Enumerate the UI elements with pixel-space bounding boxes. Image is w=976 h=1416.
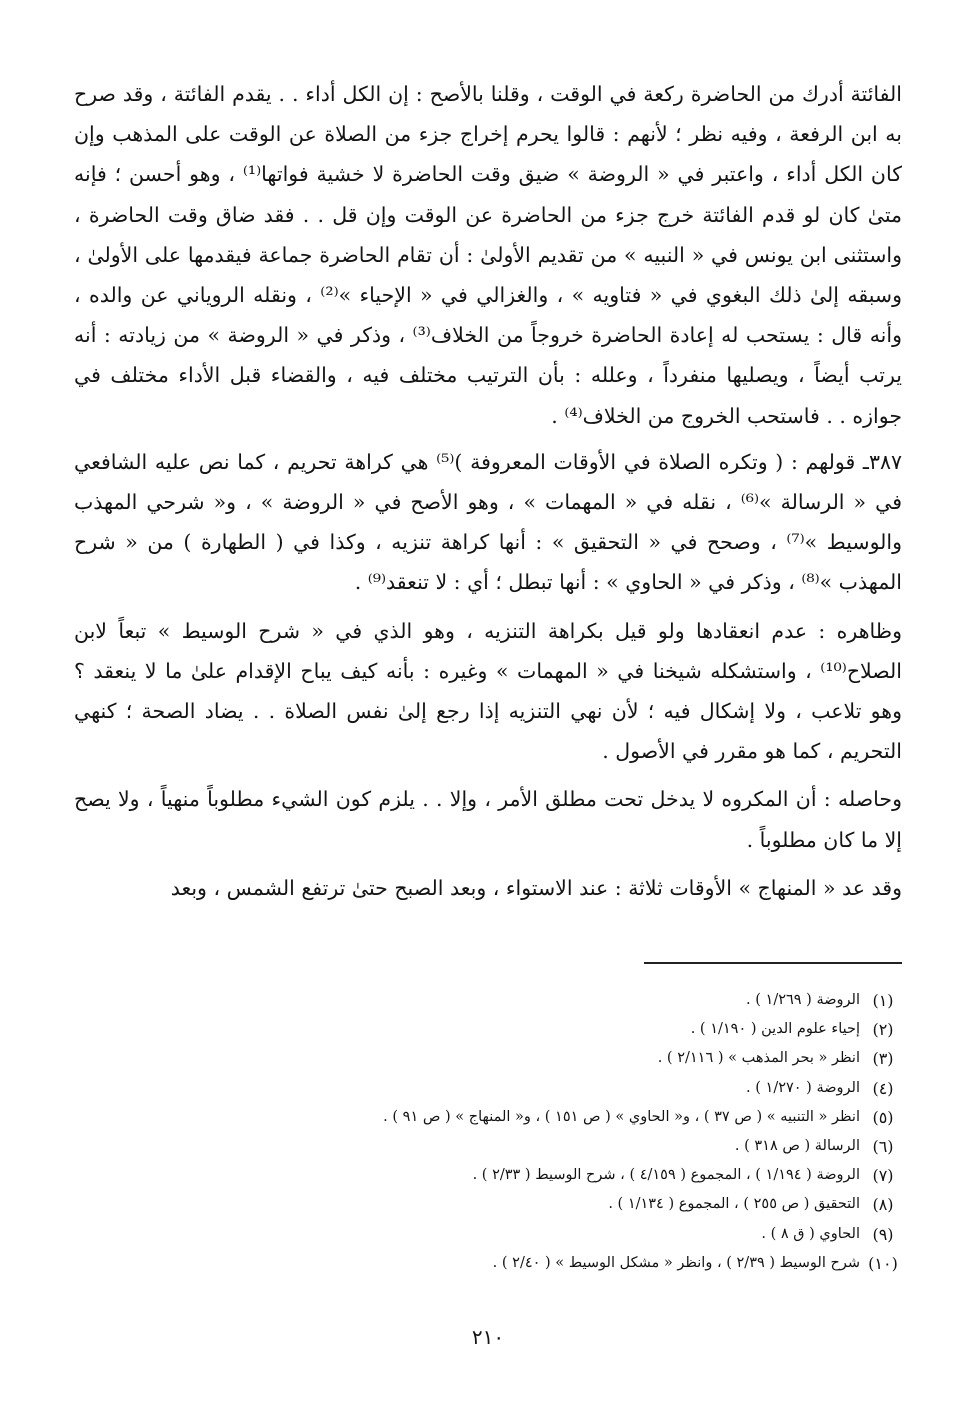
footnote-number: (١)	[872, 991, 894, 1010]
footnote	[60, 1190, 906, 1219]
footnote	[60, 1220, 906, 1249]
footnote	[60, 1015, 906, 1044]
footnote-text: الروضة ( ١/٢٦٩ ) .	[746, 992, 860, 1008]
footnote-text: الروضة ( ١/١٩٤ ) ، المجموع ( ٤/١٥٩ ) ، شرح الوسيط ( ٢/٣٣ ) .	[472, 1167, 860, 1184]
footnote-number: (٢)	[872, 1020, 894, 1040]
footnote	[60, 986, 906, 1015]
footnote-separator	[644, 962, 902, 964]
footnote	[60, 1103, 906, 1132]
paragraph-hasiluhu: وحاصله : أن المكروه لا يدخل تحت مطلق الأمر ، وإلا . . يلزم كون الشيء مطلوباً منهياً ، ولا يصح إلا ما كان مطلوباً .	[74, 787, 902, 852]
footnote-number: (٩)	[872, 1224, 894, 1244]
footnote	[60, 1074, 906, 1103]
footnotes	[60, 986, 906, 1278]
footnote-text: التحقيق ( ص ٢٥٥ ) ، المجموع ( ١/١٣٤ ) .	[608, 1196, 860, 1213]
footnote-number: (٤)	[872, 1078, 894, 1098]
footnote-number: (٣)	[872, 1049, 894, 1069]
footnote	[60, 1161, 906, 1190]
footnote-number: (٧)	[872, 1166, 894, 1186]
paragraph-last: وقد عد « المنهاج » الأوقات ثلاثة : عند الاستواء ، وبعد الصبح حتىٰ ترتفع الشمس ، وبعد	[170, 875, 902, 900]
footnote	[60, 1044, 906, 1073]
footnote-text: الحاوي ( ق ٨ ) .	[761, 1225, 860, 1242]
footnote-text: الرسالة ( ص ٣١٨ ) .	[734, 1138, 860, 1155]
paragraph-zahiruhu: وظاهره : عدم انعقادها ولو قيل بكراهة التنزيه ، وهو الذي في « شرح الوسيط » تبعاً لابن الصلاح⁽¹⁰⁾ ، واستشكله شيخنا في « المهمات » وغيره : بأنه كيف يباح الإقدام علىٰ ما لا ينعقد ؟ وهو تلاعب ، ولا إشكال فيه ؛ لأن نهي التنزيه إذا رجع إلىٰ نفس الصلاة . . يضاد الصحة ؛ كنهي التحريم ، كما هو مقرر في الأصول .	[74, 618, 902, 764]
footnote-text: انظر « بحر المذهب » ( ٢/١١٦ ) .	[657, 1050, 860, 1067]
footnote-number: (٥)	[872, 1107, 894, 1127]
footnote	[60, 1249, 906, 1278]
footnote-text: إحياء علوم الدين ( ١/١٩٠ ) .	[690, 1021, 860, 1038]
paragraph-1: الفائتة أدرك من الحاضرة ركعة في الوقت ، وقلنا بالأصح : إن الكل أداء . . يقدم الفائتة ، وقد صرح به ابن الرفعة ، وفيه نظر ؛ لأنهم : قالوا يحرم إخراج جزء من الصلاة عن الوقت على المذهب وإن كان الكل أداء ، واعتبر في « الروضة » ضيق وقت الحاضرة لا خشية فواتها⁽¹⁾ ، وهو أحسن ؛ فإنه متىٰ كان لو قدم الفائتة خرج جزء من الحاضرة عن الوقت وإن قل . . فقد ضاق وقت الحاضرة ، واستثنى ابن يونس في « النبيه » من تقديم الأولىٰ : أن تقام الحاضرة جماعة فيقدمها على الأولىٰ ، وسبقه إلىٰ ذلك البغوي في « فتاويه » ، والغزالي في « الإحياء »⁽²⁾ ، ونقله الروياني عن والده ، وأنه قال : يستحب له إعادة الحاضرة خروجاً من الخلاف⁽³⁾ ، وذكر في « الروضة » من زيادته : أنه يرتب أيضاً ، ويصليها منفرداً ، وعلله : بأن الترتيب مختلف فيه ، والقضاء قبل الأداء مختلف في جوازه . . فاستحب الخروج من الخلاف⁽⁴⁾ .	[74, 82, 902, 428]
footnote-number: (١٠)	[868, 1253, 898, 1273]
footnote-number: (٦)	[872, 1137, 894, 1157]
footnote	[60, 1132, 906, 1161]
main-text	[74, 74, 902, 908]
footnote-number: (٨)	[872, 1195, 894, 1215]
footnote-text: شرح الوسيط ( ٢/٣٩ ) ، وانظر « مشكل الوسيط » ( ٢/٤٠ ) .	[492, 1254, 860, 1271]
page-number: ٢١٠	[471, 1325, 505, 1349]
footnote-text: الروضة ( ١/٢٧٠ ) .	[746, 1079, 860, 1096]
paragraph-387: ٣٨٧ـ قولهم : ( وتكره الصلاة في الأوقات المعروفة )⁽⁵⁾ هي كراهة تحريم ، كما نص عليه الشافعي في « الرسالة »⁽⁶⁾ ، نقله في « المهمات » ، وهو الأصح في « الروضة » ، و« شرحي المهذب والوسيط »⁽⁷⁾ ، وصحح في « التحقيق » : أنها كراهة تنزيه ، وكذا في ( الطهارة ) من « شرح المهذب »⁽⁸⁾ ، وذكر في « الحاوي » : أنها تبطل ؛ أي : لا تنعقد⁽⁹⁾ .	[74, 449, 903, 595]
footnote-text: انظر « التنبيه » ( ص ٣٧ ) ، و« الحاوي » ( ص ١٥١ ) ، و« المنهاج » ( ص ٩١ ) .	[383, 1108, 860, 1125]
